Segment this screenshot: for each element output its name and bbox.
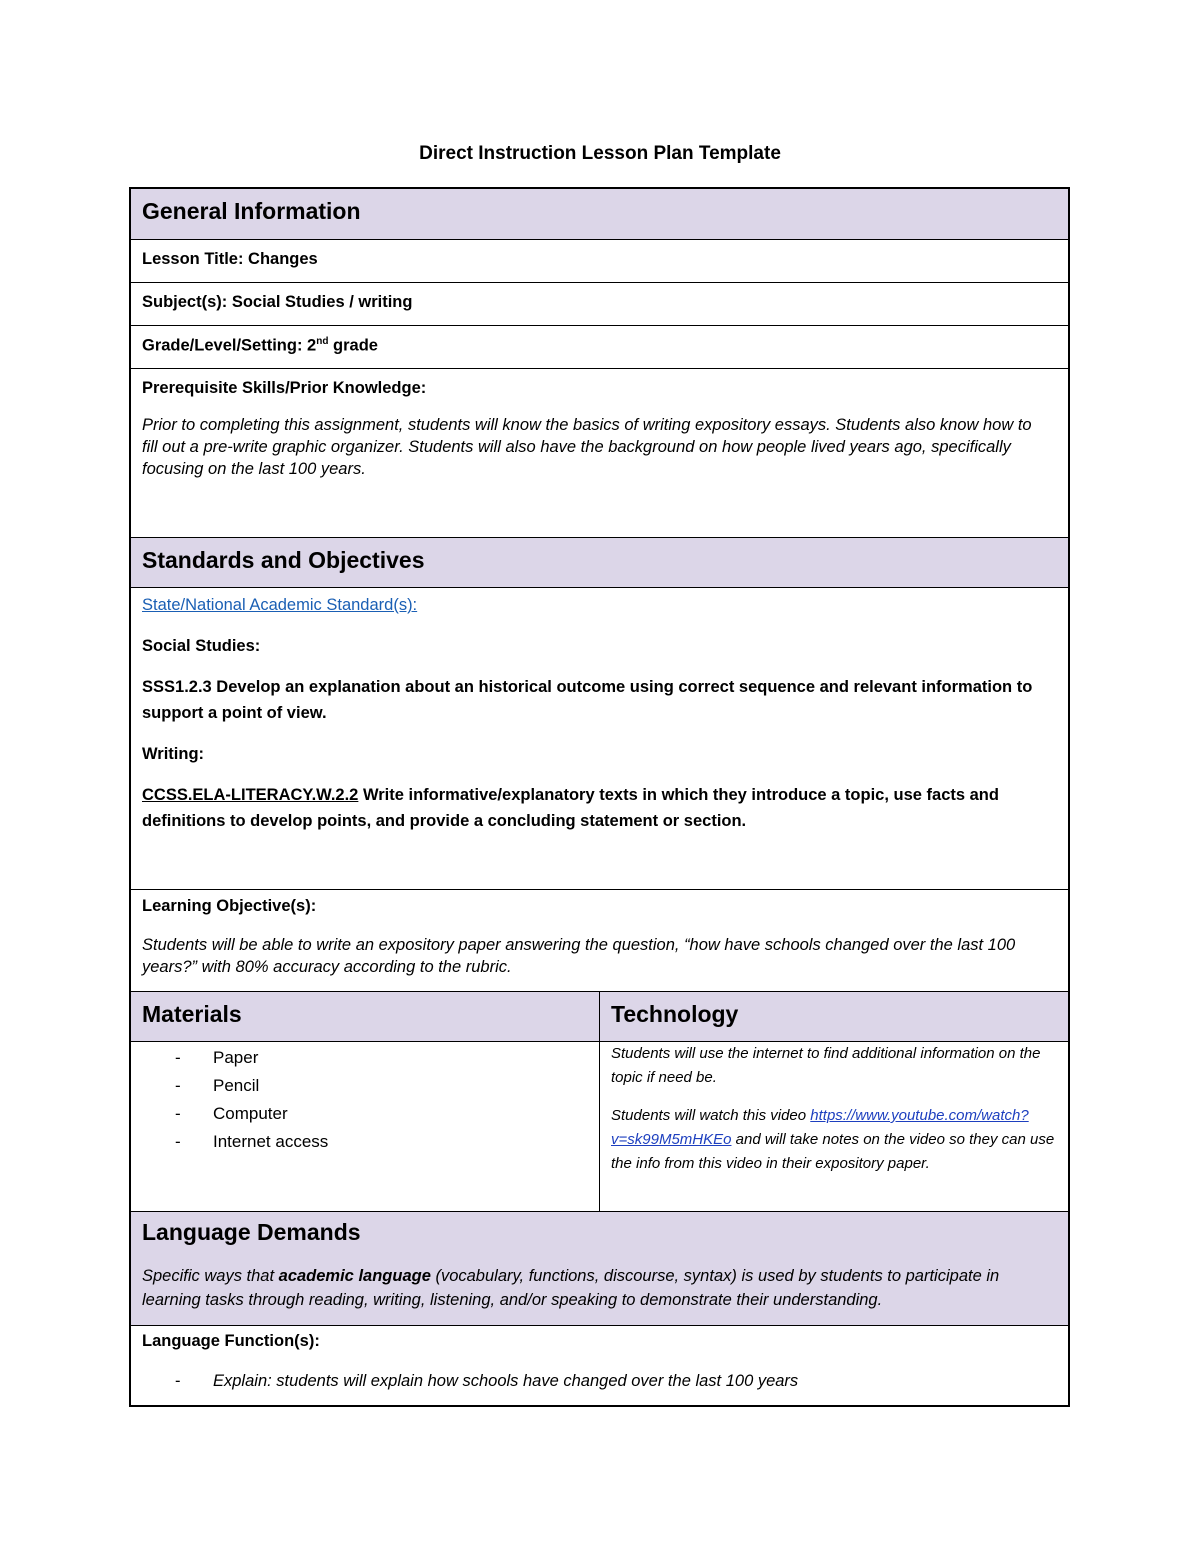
social-studies-standard: SSS1.2.3 Develop an explanation about an historical outcome using correct sequence and relevant information to support a point of view. xyxy=(142,678,1033,722)
subjects-row xyxy=(131,282,1068,325)
materials-cell xyxy=(131,1042,600,1211)
materials-heading: Materials xyxy=(142,1001,242,1027)
document-title: Direct Instruction Lesson Plan Template xyxy=(419,143,781,164)
writing-standard xyxy=(142,782,1050,834)
grade-level-setting xyxy=(142,336,378,356)
technology-heading: Technology xyxy=(611,1001,739,1027)
general-information-header xyxy=(131,189,1068,239)
material-item: - Internet access xyxy=(175,1132,329,1151)
language-function-item: - Explain: students will explain how schools have changed over the last 100 years xyxy=(175,1372,799,1390)
material-item: - Paper xyxy=(175,1048,259,1067)
technology-header-cell xyxy=(600,992,1068,1041)
prerequisite-row xyxy=(131,368,1068,537)
subjects: Subject(s): Social Studies / writing xyxy=(142,293,413,311)
social-studies-label: Social Studies: xyxy=(142,637,261,655)
standards-link[interactable]: State/National Academic Standard(s): xyxy=(142,596,418,614)
video-link[interactable]: https://www.youtube.com/watch?v=sk99M5mHKEo xyxy=(611,1107,1029,1148)
language-demands-heading: Language Demands xyxy=(142,1219,361,1245)
language-demands-description: Specific ways that academic language (vocabulary, functions, discourse, syntax) is used by students to participate in learning tasks through reading, writing, listening, and/or speaking to demonstrate their understanding. xyxy=(142,1267,1000,1309)
material-item: - Computer xyxy=(175,1104,288,1123)
standards-row xyxy=(131,587,1068,889)
materials-header-cell xyxy=(131,992,600,1041)
learning-objective-label: Learning Objective(s): xyxy=(142,897,317,915)
grade-prefix: Grade/Level/Setting: 2 xyxy=(142,336,317,355)
language-function-label: Language Function(s): xyxy=(142,1332,320,1350)
technology-video-text: Students will watch this video https://www.youtube.com/watch?v=sk99M5mHKEo and will take notes on the video so they can use the info from this video in their expository paper. xyxy=(611,1107,1055,1172)
standards-heading: Standards and Objectives xyxy=(142,547,425,573)
general-information-heading: General Information xyxy=(142,198,361,224)
material-item: - Pencil xyxy=(175,1076,260,1095)
writing-standard-code[interactable]: CCSS.ELA-LITERACY.W.2.2 xyxy=(142,786,359,804)
prerequisite-text: Prior to completing this assignment, students will know the basics of writing expository essays. Students also know how to fill out a pre-write graphic organizer. Students will also have the background on how people lived years ago, specifically focusing on the last 100 years. xyxy=(142,416,1032,478)
language-demands-header xyxy=(131,1211,1068,1325)
grade-superscript: nd xyxy=(316,336,329,347)
writing-standard-text: Write informative/explanatory texts in which they introduce a topic, use facts and definitions to develop points, and provide a concluding statement or section. xyxy=(142,786,999,830)
technology-cell xyxy=(600,1042,1068,1211)
materials-technology-row xyxy=(131,1041,1068,1211)
grade-row xyxy=(131,325,1068,368)
lesson-title: Lesson Title: Changes xyxy=(142,250,318,268)
objective-row xyxy=(131,889,1068,991)
materials-technology-header xyxy=(131,991,1068,1041)
lesson-plan-table xyxy=(129,187,1070,1407)
language-function-row xyxy=(131,1325,1068,1405)
prerequisite-label: Prerequisite Skills/Prior Knowledge: xyxy=(142,379,427,397)
technology-internet-text: Students will use the internet to find additional information on the topic if need be. xyxy=(611,1045,1041,1086)
writing-label: Writing: xyxy=(142,745,205,763)
standards-header xyxy=(131,537,1068,587)
lesson-title-row xyxy=(131,239,1068,282)
grade-suffix: grade xyxy=(328,336,378,355)
learning-objective-text: Students will be able to write an expository paper answering the question, “how have schools changed over the last 100 years?” with 80% accuracy according to the rubric. xyxy=(142,936,1016,976)
